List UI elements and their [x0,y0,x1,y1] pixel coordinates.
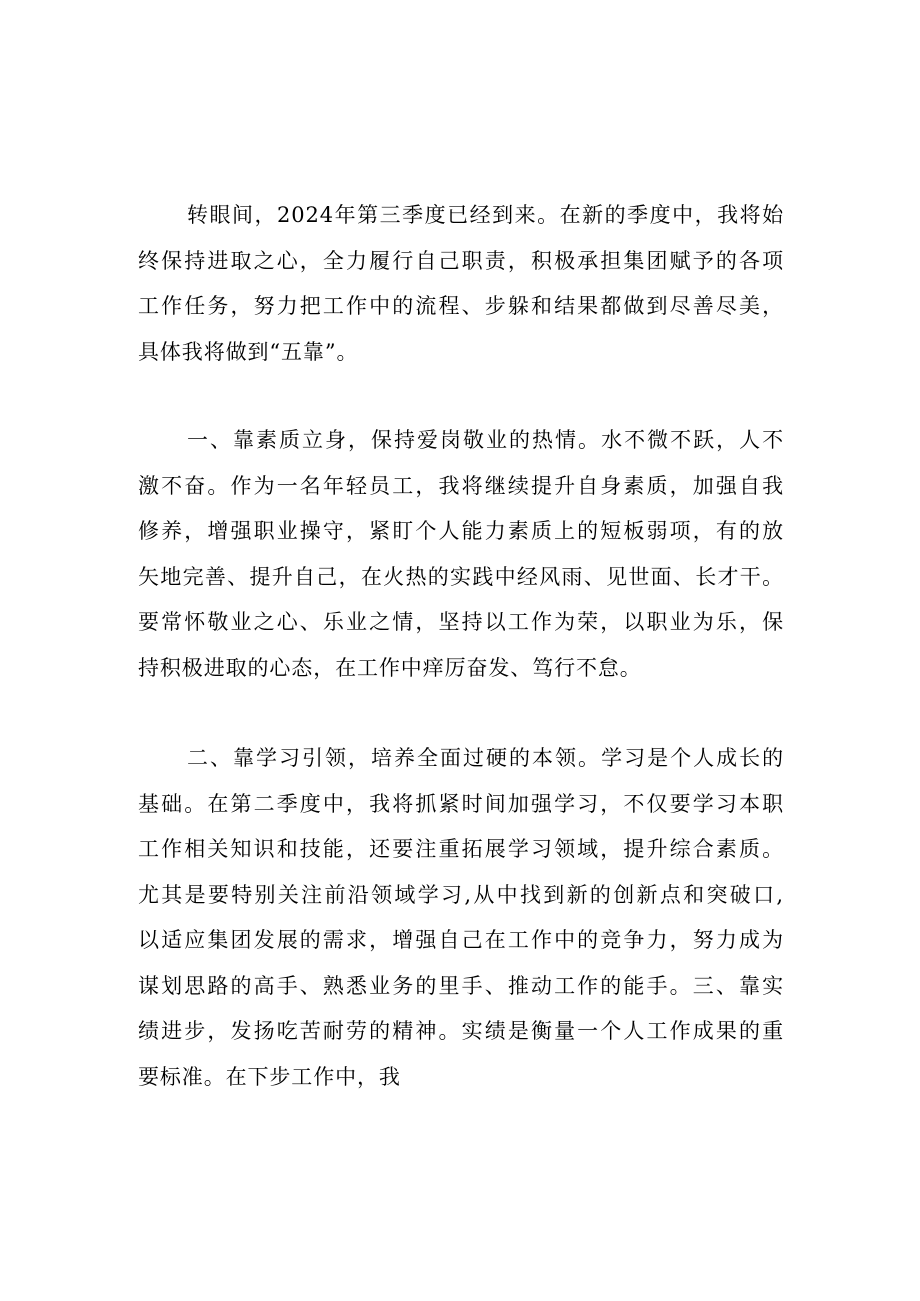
paragraph-section-one [138,418,784,691]
text-line: 激不奋。作为一名年轻员工，我将继续提升自身素质，加强自我 [138,473,784,498]
text-line: 尤其是要特别关注前沿领域学习,从中找到新的创新点和突破口, [138,882,784,907]
text-line: 基础。在第二季度中，我将抓紧时间加强学习，不仅要学习本职 [138,791,784,816]
text-line: 具体我将做到“五靠”。 [138,339,359,364]
text-line: 工作相关知识和技能，还要注重拓展学习领域，提升综合素质。 [138,837,784,861]
text-line: 以适应集团发展的需求，增强自己在工作中的竞争力，努力成为 [138,928,784,952]
text-line: 谋划思路的高手、熟悉业务的里手、推动工作的能手。三、靠实 [138,973,784,998]
text-line: 要常怀敬业之心、乐业之情，坚持以工作为荣，以职业为乐，保 [138,610,784,634]
text-line: 绩进步，发扬吃苦耐劳的精神。实绩是衡量一个人工作成果的重 [138,1019,784,1043]
text-line: 一、靠素质立身，保持爱岗敬业的热情。水不微不跃，人不 [187,428,784,452]
text-line: 转眼间，2024年第三季度已经到来。在新的季度中，我将始 [187,203,784,227]
paragraph-intro [138,193,784,375]
text-line: 二、靠学习引领，培养全面过硬的本领。学习是个人成长的 [187,746,784,770]
text-line: 修养，增强职业操守，紧盯个人能力素质上的短板弱项，有的放 [138,519,784,543]
text-line: 工作任务，努力把工作中的流程、步躲和结果都做到尽善尽美， [138,294,784,318]
text-line: 要标准。在下步工作中，我 [138,1064,401,1089]
paragraph-section-two [138,736,784,1100]
text-line: 终保持进取之心，全力履行自己职责，积极承担集团赋予的各项 [138,248,784,273]
text-line: 矢地完善、提升自己，在火热的实践中经风雨、见世面、长才干。 [138,564,784,589]
text-line: 持积极进取的心态，在工作中痒厉奋发、笃行不怠。 [138,655,642,680]
